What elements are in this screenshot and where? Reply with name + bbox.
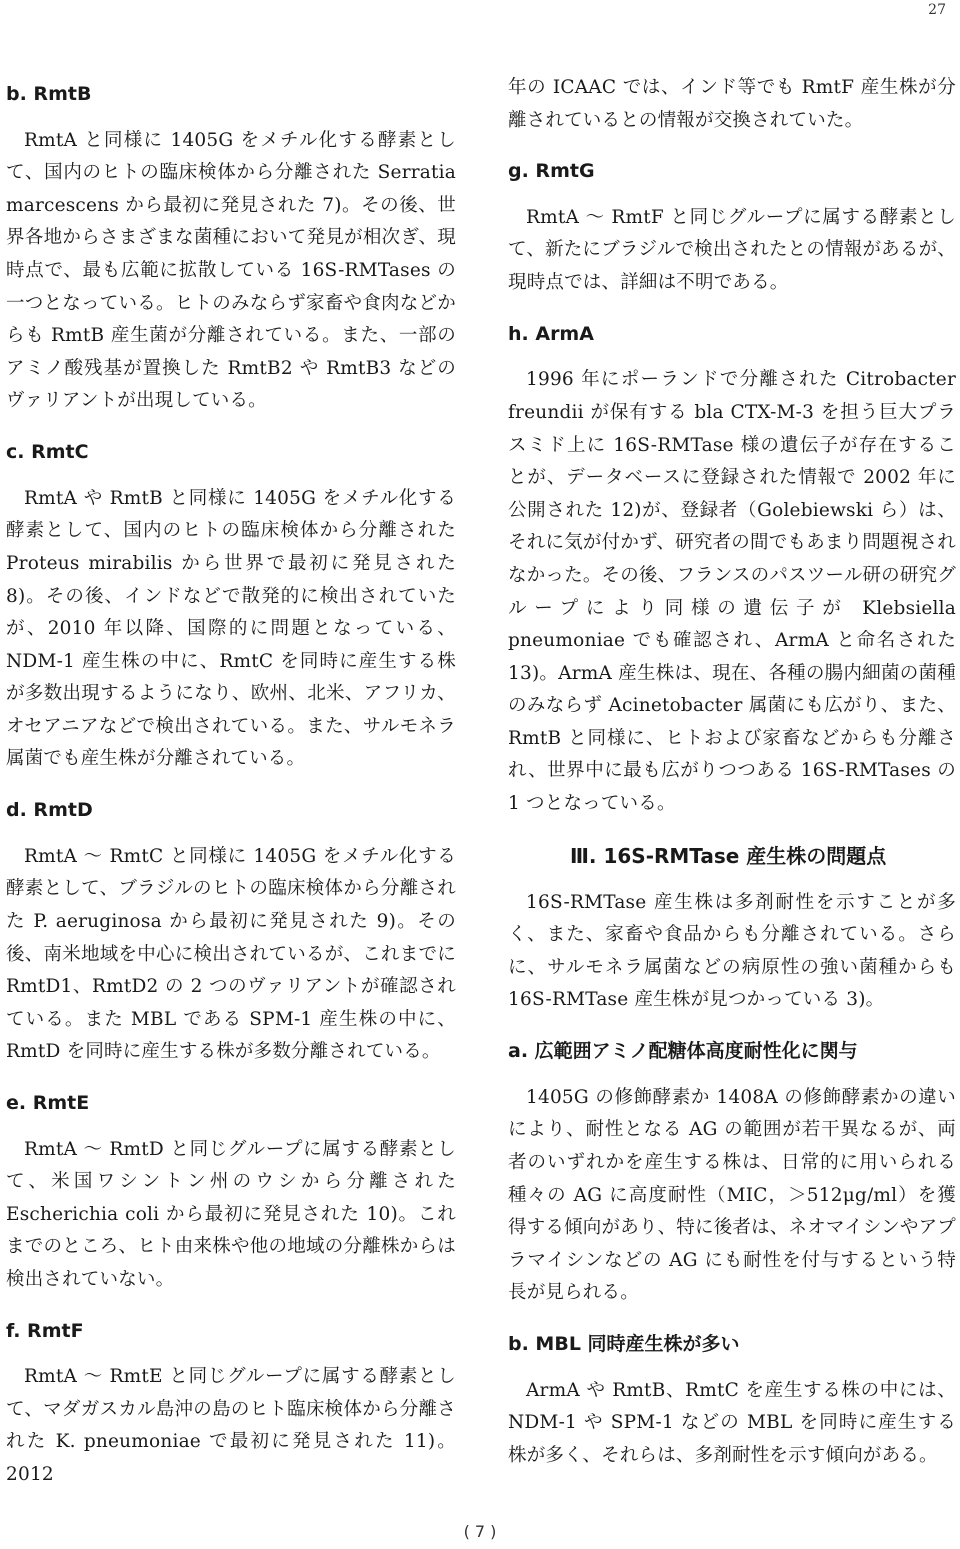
right-column [508,72,956,1494]
section-heading: d. RmtD [6,799,93,822]
section-rmte [6,1091,456,1297]
section-heading: g. RmtG [508,160,595,183]
section-rmtf-continued [508,72,956,137]
body-paragraph: RmtA や RmtB と同様に 1405G をメチル化する酵素として、国内のヒトの臨床検体から分離された Proteus mirabilis から世界で最初に発見された 8)。その後、インドなどで散発的に検出されていたが、2010 年以降、国際的に問題となっている、NDM-1 産生株の中に、RmtC を同時に産生する株が多数出現するようになり、欧州、北米、アフリカ、オセアニアなどで検出されている。また、サルモネラ属菌でも産生株が分離されている。 [6,487,456,770]
section-rmtd [6,798,456,1069]
body-paragraph: 1405G の修飾酵素か 1408A の修飾酵素かの違いにより、耐性となる AG の範囲が若干異なるが、両者のいずれかを産生する株は、日常的に用いられる種々の AG に高度耐性（MIC，＞512μg/ml）を獲得する傾向があり、特に後者は、ネオマイシンやアプラマイシンなどの AG にも耐性を付与するという特長が見られる。 [508,1086,956,1304]
body-paragraph: ArmA や RmtB、RmtC を産生する株の中には、NDM-1 や SPM-1 などの MBL を同時に産生する株が多く、それらは、多剤耐性を示す傾向がある。 [508,1379,956,1466]
section-mbl-coproduction [508,1332,956,1472]
body-paragraph: RmtA ～ RmtC と同様に 1405G をメチル化する酵素として、ブラジルのヒトの臨床検体から分離された P. aeruginosa から最初に発見された 9)。その後、南米地域を中心に検出されているが、これまでに RmtD1、RmtD2 の 2 つのヴァリアントが確認されている。また MBL である SPM-1 産生株の中に、RmtD を同時に産生する株が多数分離されている。 [6,845,456,1063]
body-paragraph: 16S-RMTase 産生株は多剤耐性を示すことが多く、また、家畜や食品からも分離されている。さらに、サルモネラ属菌などの病原性の強い菌種からも 16S-RMTase 産生株が見つかっている 3)。 [508,891,956,1011]
section-heading: f. RmtF [6,1319,84,1342]
body-paragraph: 1996 年にポーランドで分離された Citrobacter freundii が保有する bla CTX-M-3 を担う巨大プラスミド上に 16S-RMTase 様の遺伝子が存在することが、データベースに登録された情報で 2002 年に公開された 12)が、登録者（Golebiewski ら）は、それに気が付かず、研究者の間でもあまり問題視されなかった。その後、フランスのパスツール研の研究グループにより同様の遺伝子が Klebsiella pneumoniae でも確認され、ArmA と命名された 13)。ArmA 産生株は、現在、各種の腸内細菌の菌種のみならず Acinetobacter 属菌にも広がり、また、RmtB と同様に、ヒトおよび家畜などからも分離され、世界中に最も広がりつつある 16S-RMTases の 1 つとなっている。 [508,369,956,815]
major-section-heading: Ⅲ. 16S-RMTase 産生株の問題点 [570,843,887,868]
section-rmtc [6,440,456,776]
section-problems [508,843,956,1017]
section-heading: a. 広範囲アミノ配糖体高度耐性化に関与 [508,1040,858,1063]
section-arma [508,322,956,821]
section-heading: b. RmtB [6,83,92,105]
section-rmtb [6,82,456,418]
body-paragraph: RmtA と同様に 1405G をメチル化する酵素として、国内のヒトの臨床検体から分離された Serratia marcescens から最初に発見された 7)。その後、世界各地からさまざまな菌種において発見が相次ぎ、現時点で、最も広範に拡散している 16S-RMTases の一つとなっている。ヒトのみならず家畜や食肉などからも RmtB 産生菌が分離されている。また、一部のアミノ酸残基が置換した RmtB2 や RmtB3 などのヴァリアントが出現している。 [6,129,456,412]
left-column [6,82,456,1514]
section-rmtf [6,1319,456,1492]
page-footer: ( 7 ) [463,1522,497,1541]
section-rmtg [508,159,956,299]
section-aminoglycoside-resistance [508,1039,956,1310]
body-paragraph: 年の ICAAC では、インド等でも RmtF 産生株が分離されているとの情報が交換されていた。 [508,77,956,131]
section-heading: e. RmtE [6,1091,90,1114]
body-paragraph: RmtA ～ RmtD と同じグループに属する酵素として、米国ワシントン州のウシから分離された Escherichia coli から最初に発見された 10)。これまでのところ、ヒト由来株や他の地域の分離株からは検出されていない。 [6,1138,456,1290]
section-heading: b. MBL 同時産生株が多い [508,1332,740,1355]
body-paragraph: RmtA ～ RmtF と同じグループに属する酵素として、新たにブラジルで検出されたとの情報があるが、現時点では、詳細は不明である。 [508,206,956,294]
page-number: 27 [928,2,946,18]
body-paragraph: RmtA ～ RmtE と同じグループに属する酵素として、マダガスカル島沖の島のヒト臨床検体から分離された K. pneumoniae で最初に発見された 11)。2012 [6,1366,456,1486]
section-heading: h. ArmA [508,322,594,345]
section-heading: c. RmtC [6,441,89,464]
